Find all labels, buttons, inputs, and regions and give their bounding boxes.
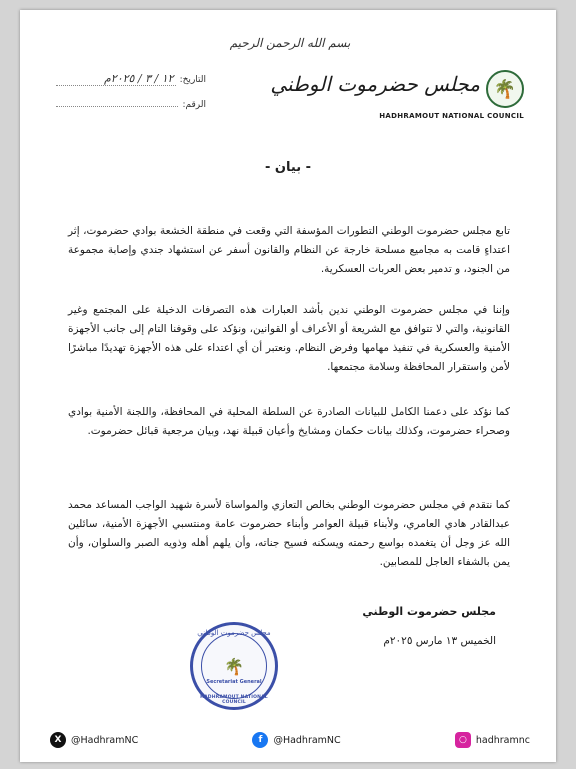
logo-english-name: HADHRAMOUT NATIONAL COUNCIL — [379, 112, 524, 120]
facebook-social-link[interactable] — [252, 732, 340, 748]
reference-row — [56, 96, 206, 110]
basmala: بسم الله الرحمن الرحيم — [229, 36, 351, 50]
signer-name: مجلس حضرموت الوطني — [362, 605, 496, 618]
instagram-handle: hadhramnc — [475, 734, 530, 746]
x-social-link[interactable] — [50, 732, 138, 748]
facebook-logo-icon: f — [252, 732, 268, 748]
instagram-social-link[interactable] — [455, 732, 530, 748]
date-row — [56, 72, 206, 86]
letter-meta — [56, 72, 206, 120]
official-stamp — [190, 622, 278, 710]
paragraph-2: وإننا في مجلس حضرموت الوطني ندين بأشد العبارات هذه التصرفات الدخيلة على المجتمع وغير القانونية، والتي لا تتوافق مع الشريعة أو الأعراف أو القوانين، ونؤكد على وقوفنا التام إلى جانب الأجهزة الأمنية والعسكرية في تنفيذ مهامها وفرض النظام. ونعتبر أن أي اعتداء على هذه الأجهزة تهديدًا مباشرًا لأمن واستقرار المحافظة وسلامة مجتمعها. — [68, 304, 510, 373]
stamp-middle-text: Secretariat General — [206, 679, 262, 685]
reference-value — [56, 96, 178, 107]
paragraph-4: كما نتقدم في مجلس حضرموت الوطني بخالص التعازي والمواساة لأسرة شهيد الواجب المساعد محمد عبدالقادر هادي العامري، ولأبناء قبيلة العوامر وأبناء حضرموت عامة ومنتسبي الأجهزة الأمنية، سائلين الله عز وجل أن يتغمده بواسع رحمته ويسكنه فسيح جناته، وأن يلهم أهله وذويه الصبر والسلوان، وأن يمن بالشفاء العاجل للمصابين. — [68, 499, 510, 568]
x-logo-icon: X — [50, 732, 66, 748]
social-footer — [50, 732, 530, 748]
stamp-bottom-text: HADHRAMOUT NATIONAL COUNCIL — [200, 695, 268, 705]
facebook-handle: @HadhramNC — [273, 734, 341, 746]
letter-page — [20, 10, 556, 762]
reference-label: الرقم: — [182, 100, 206, 110]
paragraph-1: تابع مجلس حضرموت الوطني التطورات المؤسفة التي وقعت في منطقة الخشعة بوادي حضرموت، إثر اعتداءٍ قامت به مجاميع مسلحة خارجة عن النظام والقانون أسفر عن استشهاد جندي وإصابة مجموعة من الجنود، و تدمير بعض العربات العسكرية. — [68, 225, 510, 275]
date-value: ١٢ / ٣ / ٢٠٢٥م — [56, 72, 176, 86]
signature-date: الخميس ١٣ مارس ٢٠٢٥م — [383, 635, 496, 647]
stamp-top-text: مجلس حضرموت الوطني — [197, 629, 271, 637]
logo-arabic-name: مجلس حضرموت الوطني — [270, 72, 480, 96]
x-handle: @HadhramNC — [71, 734, 139, 746]
palm-tree-emblem-icon: 🌴 — [486, 70, 524, 108]
instagram-logo-icon: ○ — [455, 732, 471, 748]
date-label: التاريخ: — [179, 75, 206, 85]
statement-heading: - بيان - — [264, 160, 311, 175]
council-logo — [270, 70, 524, 120]
paragraph-3: كما نؤكد على دعمنا الكامل للبيانات الصادرة عن السلطة المحلية في المحافظة، واللجنة الأمنية بوادي وصحراء حضرموت، وكذلك بيانات حكمان ومشايخ وأعيان قبيلة نهد، وبيان مرجعية قبائل حضرموت. — [68, 406, 510, 437]
stamp-emblem-icon: 🌴 — [224, 657, 244, 676]
